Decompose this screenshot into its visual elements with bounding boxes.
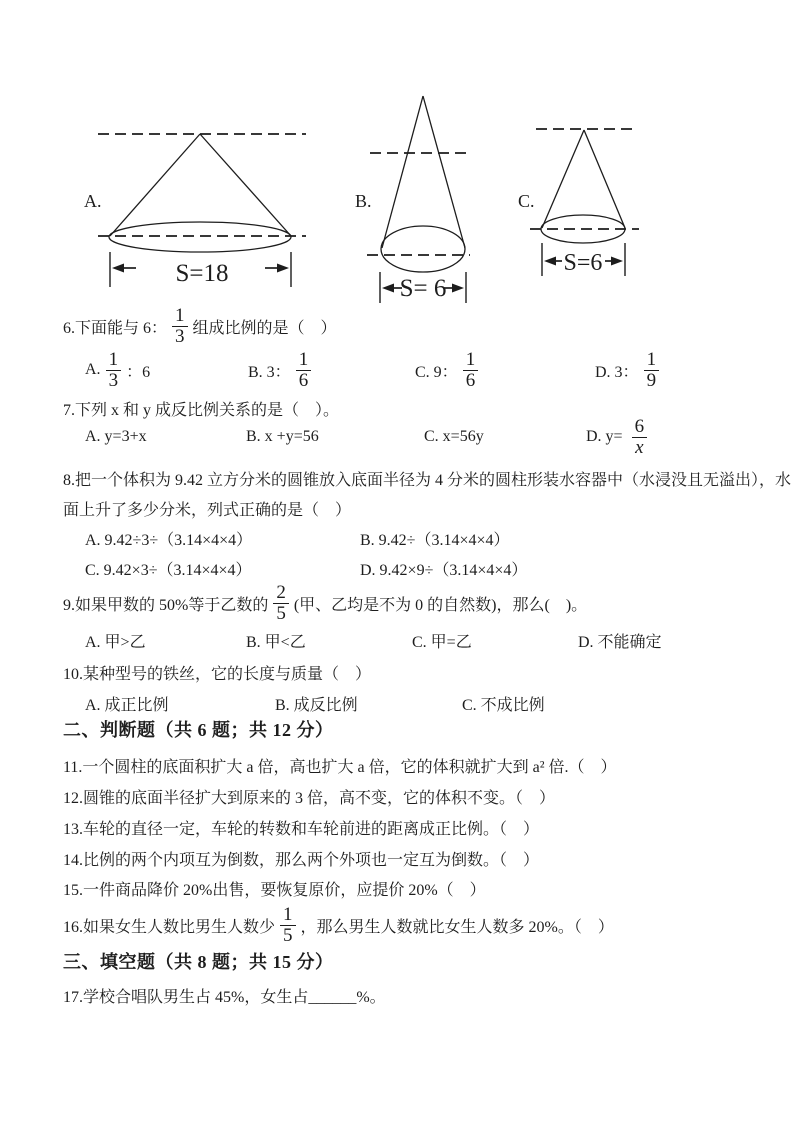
cone-a-base-ellipse <box>109 222 291 252</box>
cone-b-area-label: S= 6 <box>399 275 447 302</box>
q16-pre: 16.如果女生人数比男生人数少 <box>63 918 276 936</box>
section3-header <box>63 950 334 972</box>
q6-options <box>0 348 793 392</box>
q6-option-d-fraction <box>644 350 660 391</box>
q11-text: 11.一个圆柱的底面积扩大 a 倍，高也扩大 a 倍，它的体积就扩大到 a² 倍.（ ） <box>63 758 617 776</box>
q8-option-b-text: B. 9.42÷（3.14×4×4） <box>360 531 510 549</box>
q10-stem <box>63 661 371 683</box>
q10-options <box>0 692 793 714</box>
q7-option-b-text: B. x +y=56 <box>246 428 319 445</box>
q7-option-a <box>85 415 147 459</box>
cone-c-right-side <box>584 130 625 228</box>
q15-text: 15.一件商品降价 20%出售，要恢复原价，应提价 20%（ ） <box>63 881 486 899</box>
q6-option-c-pre: C. 9： <box>415 363 458 381</box>
q6-option-a-num: 1 <box>106 350 122 371</box>
q10-option-a <box>85 692 169 714</box>
q9-stem-frac-num: 2 <box>273 583 289 604</box>
q8-options-row2 <box>0 557 793 579</box>
q10-option-b-text: B. 成反比例 <box>275 696 358 714</box>
q9-option-d <box>578 629 662 651</box>
q6-option-a-den: 3 <box>108 369 119 391</box>
q8-option-d <box>360 557 527 579</box>
q9-option-a-text: A. 甲>乙 <box>85 633 146 651</box>
q6-option-c <box>415 348 483 392</box>
cone-a <box>84 134 306 287</box>
cone-c <box>518 129 639 276</box>
cone-a-label: A. <box>84 191 102 211</box>
q10-option-a-text: A. 成正比例 <box>85 696 169 714</box>
q6-option-b-num: 1 <box>296 350 312 371</box>
q12 <box>63 785 555 807</box>
q6-option-b-fraction <box>296 350 312 391</box>
q6-option-d-num: 1 <box>644 350 660 371</box>
q7-option-d <box>586 415 652 459</box>
q14 <box>63 847 539 869</box>
q10-option-c-text: C. 不成比例 <box>462 696 545 714</box>
q6-option-d-pre: D. 3： <box>595 363 639 381</box>
q6-stem-post: 组成比例的是（ ） <box>192 319 337 337</box>
q11 <box>63 754 617 776</box>
cone-c-label: C. <box>518 191 535 211</box>
cone-b-label: B. <box>355 191 372 211</box>
q13 <box>63 816 539 838</box>
q7-option-c-text: C. x=56y <box>424 428 484 445</box>
q7-option-c <box>424 415 484 459</box>
q7-option-d-pre: D. y= <box>586 428 627 445</box>
cone-a-left-side <box>110 134 200 236</box>
q10-option-c <box>462 692 545 714</box>
q16-post: ，那么男生人数就比女生人数多 20%。（ ） <box>300 918 614 936</box>
q6-option-c-num: 1 <box>463 350 479 371</box>
q9-options <box>0 629 793 651</box>
q8-option-d-text: D. 9.42×9÷（3.14×4×4） <box>360 561 528 579</box>
section2-header <box>63 718 334 740</box>
q15 <box>63 877 486 899</box>
q8-options-row1 <box>0 527 793 549</box>
cone-c-area-label: S=6 <box>563 250 603 276</box>
q8-stem-line2 <box>63 497 351 519</box>
q8-option-a-text: A. 9.42÷3÷（3.14×4×4） <box>85 531 253 549</box>
q8-stem-line1 <box>63 467 791 489</box>
q17-text: 17.学校合唱队男生占 45%，女生占______%。 <box>63 988 386 1006</box>
q8-stem1-text: 8.把一个体积为 9.42 立方分米的圆锥放入底面半径为 4 分米的圆柱形装水容器中（水浸没且无溢出），水 <box>63 471 792 489</box>
q7-option-a-text: A. y=3+x <box>85 428 147 445</box>
cone-a-right-arrowhead <box>277 264 289 273</box>
q9-option-d-text: D. 不能确定 <box>578 633 662 651</box>
q9-option-c-text: C. 甲=乙 <box>412 633 472 651</box>
q14-text: 14.比例的两个内项互为倒数，那么两个外项也一定互为倒数。（ ） <box>63 851 540 869</box>
cone-c-left-side <box>542 130 584 228</box>
cone-a-left-arrowhead <box>112 264 124 273</box>
q6-option-d <box>595 348 664 392</box>
q9-option-b <box>246 629 306 651</box>
q9-stem-fraction <box>273 583 289 624</box>
q8-option-b <box>360 527 510 549</box>
q16-frac-den: 5 <box>283 924 293 946</box>
q6-option-b-den: 6 <box>298 369 309 391</box>
q6-option-a-fraction <box>106 350 122 391</box>
q9-stem-frac-den: 5 <box>276 602 286 624</box>
q8-option-a <box>85 527 252 549</box>
q9-option-c <box>412 629 472 651</box>
cone-c-left-arrowhead <box>544 257 556 266</box>
q6-option-a-pre: A. <box>85 361 101 378</box>
q10-option-b <box>275 692 358 714</box>
q6-option-c-den: 6 <box>465 369 476 391</box>
cone-b-left-arrowhead <box>382 284 394 293</box>
q6-option-d-den: 9 <box>646 369 657 391</box>
q7-option-d-num: 6 <box>632 417 648 438</box>
q7-stem-text: 7.下列 x 和 y 成反比例关系的是（ ）。 <box>63 401 340 419</box>
q9-stem-post: (甲、乙均是不为 0 的自然数)，那么( )。 <box>293 596 588 614</box>
q8-stem2-text: 面上升了多少分米，列式正确的是（ ） <box>63 501 352 519</box>
q9-option-b-text: B. 甲<乙 <box>246 633 306 651</box>
q6-option-b-pre: B. 3： <box>248 363 291 381</box>
cone-b <box>355 96 470 303</box>
q7-option-d-den: x <box>635 436 644 458</box>
cone-b-left-side <box>382 96 423 248</box>
q7-option-b <box>246 415 319 459</box>
q6-option-a <box>85 348 150 392</box>
cone-diagrams <box>0 0 793 310</box>
q13-text: 13.车轮的直径一定，车轮的转数和车轮前进的距离成正比例。（ ） <box>63 820 540 838</box>
cone-b-base-ellipse <box>381 226 465 272</box>
q6-stem <box>63 304 337 348</box>
q8-option-c <box>85 557 252 579</box>
q16-fraction <box>280 905 296 946</box>
q6-option-a-post: ：6 <box>126 363 151 381</box>
q6-stem-pre: 6.下面能与 6： <box>63 319 168 337</box>
cone-c-right-arrowhead <box>611 257 623 266</box>
q9-stem <box>63 581 587 625</box>
q6-option-b <box>248 348 316 392</box>
q6-stem-frac-den: 3 <box>175 325 185 347</box>
q16 <box>63 903 614 947</box>
q6-stem-fraction <box>172 306 188 347</box>
q9-option-a <box>85 629 146 651</box>
q6-stem-frac-num: 1 <box>172 306 188 327</box>
q16-frac-num: 1 <box>280 905 296 926</box>
q7-option-d-fraction <box>632 417 648 458</box>
section2-title: 二、判断题（共 6 题；共 12 分） <box>63 720 334 740</box>
cone-a-right-side <box>200 134 291 236</box>
cone-b-right-arrowhead <box>452 284 464 293</box>
cone-b-right-side <box>423 96 465 248</box>
q10-stem-text: 10.某种型号的铁丝，它的长度与质量（ ） <box>63 665 372 683</box>
q17 <box>63 984 386 1006</box>
q6-option-c-fraction <box>463 350 479 391</box>
q12-text: 12.圆锥的底面半径扩大到原来的 3 倍，高不变，它的体积不变。（ ） <box>63 789 556 807</box>
q9-stem-pre: 9.如果甲数的 50%等于乙数的 <box>63 596 269 614</box>
section3-title: 三、填空题（共 8 题；共 15 分） <box>63 952 334 972</box>
q7-options <box>0 415 793 459</box>
cone-a-area-label: S=18 <box>175 260 229 287</box>
q8-option-c-text: C. 9.42×3÷（3.14×4×4） <box>85 561 252 579</box>
